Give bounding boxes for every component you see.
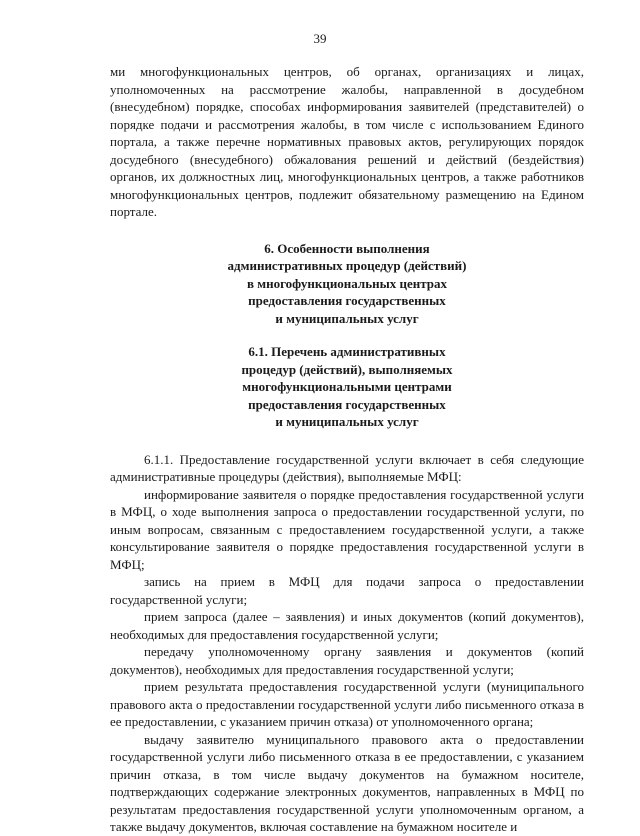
subsection-heading-line: многофункциональными центрами <box>242 379 452 394</box>
section-heading-line: 6. Особенности выполнения <box>264 240 430 256</box>
paragraph: информирование заявителя о порядке предоставления государственной услуги в МФЦ, о ходе выполнения запроса о предоставлении государственной услуги, по иным вопросам, связанным с предоставлением государственной услуги, а также консультирование заявителя о порядке предоставления государственной услуги в МФЦ; <box>110 486 584 572</box>
subsection-heading-line: предоставления государственных <box>248 396 446 412</box>
section-heading-line: предоставления государственных <box>248 293 446 308</box>
subsection-heading-line: и муниципальных услуг <box>275 414 419 429</box>
subsection-heading-line: 6.1. Перечень административных <box>248 344 446 359</box>
section-heading-line: в многофункциональных центрах <box>246 275 447 291</box>
section-heading-line: и муниципальных услуг <box>275 310 419 326</box>
paragraph: запись на прием в МФЦ для подачи запроса о предоставлении государственной услуги; <box>110 574 584 607</box>
page-number: 39 <box>313 31 327 46</box>
intro-paragraph: ми многофункциональных центров, об органах, организациях и лицах, уполномоченных на рассмотрение жалобы, направленной в досудебном (внесудебном) порядке, способах информирования заявителей (представителей) о порядке подачи и рассмотрения жалобы, в том числе с использованием Единого портала, а также перечне нормативных правовых актов, регулирующих порядок досудебного (внесудебного) обжалования решений и действий (бездействия) органов, их должностных лиц, многофункциональных центров, а также работников многофункциональных центров, подлежит обязательному размещению на Едином портале. <box>110 64 584 219</box>
section-heading-line: административных процедур (действий) <box>227 258 467 273</box>
subsection-heading <box>110 343 584 431</box>
paragraph: выдачу заявителю муниципального правового акта о предоставлении государственной услуги либо письменного отказа в ее предоставлении, с указанием причин отказа, в том числе выдачу документов на бумажном носителе, подтверждающих содержание электронных документов, направленных в МФЦ по результатам предоставления государственной услуги уполномоченным органом, а также выдачу документов, включая составление на бумажном носителе и <box>110 731 584 834</box>
document-body <box>110 63 584 836</box>
paragraph: передачу уполномоченному органу заявления и документов (копий документов), необходимых для предоставления государственной услуги; <box>110 644 584 677</box>
subsection-heading-line: процедур (действий), выполняемых <box>241 361 453 377</box>
paragraph: прием запроса (далее – заявления) и иных документов (копий документов), необходимых для предоставления государственной услуги; <box>110 609 584 642</box>
paragraph: прием результата предоставления государственной услуги (муниципального правового акта о предоставлении государственной услуги либо письменного отказа в ее предоставлении, с указанием причин отказа) от уполномоченного органа; <box>110 679 584 729</box>
section-heading <box>110 240 584 328</box>
paragraph: 6.1.1. Предоставление государственной услуги включает в себя следующие административные процедуры (действия), выполняемые МФЦ: <box>110 451 584 484</box>
